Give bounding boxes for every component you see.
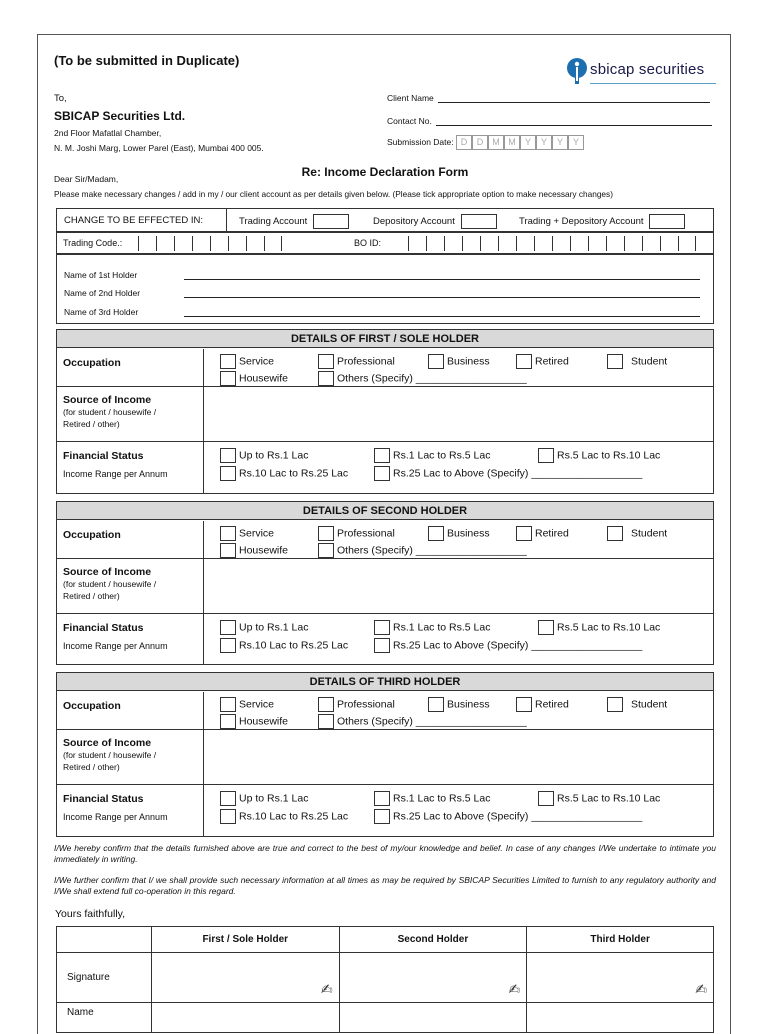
- income-range-label: Income Range per Annum: [63, 469, 168, 479]
- declaration-para-1: I/We hereby confirm that the details furnished above are true and correct to the best of my/our knowledge and belief. In case of any changes I/We undertake to intimate you immediately in writing.: [54, 843, 716, 864]
- source-of-income-field[interactable]: [205, 560, 711, 612]
- code-digit-box[interactable]: [624, 236, 642, 251]
- section-title: DETAILS OF THIRD HOLDER: [309, 676, 461, 688]
- checkbox[interactable]: [318, 697, 334, 712]
- checkbox[interactable]: [220, 448, 236, 463]
- date-box[interactable]: M: [504, 135, 520, 150]
- pen-icon: ✍: [508, 981, 521, 997]
- code-digit-box[interactable]: [264, 236, 282, 251]
- income-1-to-5-lac[interactable]: Rs.1 Lac to Rs.5 Lac: [374, 620, 490, 635]
- checkbox[interactable]: [318, 354, 334, 369]
- checkbox[interactable]: [428, 697, 444, 712]
- income-25-lac-above[interactable]: Rs.25 Lac to Above (Specify) ___________________: [374, 809, 642, 824]
- holder-2-name-field[interactable]: [184, 289, 700, 298]
- occ-business[interactable]: Business: [428, 354, 490, 369]
- col-second-holder: Second Holder: [339, 927, 527, 953]
- checkbox[interactable]: [220, 543, 236, 558]
- client-name-field[interactable]: [438, 94, 710, 103]
- checkbox[interactable]: [318, 714, 334, 729]
- code-digit-box[interactable]: [192, 236, 210, 251]
- checkbox[interactable]: [374, 620, 390, 635]
- code-digit-box[interactable]: [588, 236, 606, 251]
- occ-retired[interactable]: Retired: [516, 697, 569, 712]
- checkbox[interactable]: [220, 697, 236, 712]
- code-digit-box[interactable]: [570, 236, 588, 251]
- occ-service[interactable]: Service: [220, 697, 274, 712]
- form-page: [37, 34, 731, 1034]
- section-first-holder: [56, 329, 714, 494]
- code-digit-box[interactable]: [408, 236, 426, 251]
- code-digit-box[interactable]: [462, 236, 480, 251]
- checkbox[interactable]: [428, 354, 444, 369]
- form-title: Re: Income Declaration Form: [301, 165, 469, 179]
- source-of-income-field[interactable]: [205, 731, 711, 783]
- occupation-label: Occupation: [63, 700, 121, 712]
- code-digit-box[interactable]: [678, 236, 696, 251]
- section-title: DETAILS OF FIRST / SOLE HOLDER: [290, 333, 480, 345]
- code-digit-box[interactable]: [642, 236, 660, 251]
- trading-code-field[interactable]: [138, 236, 282, 251]
- contact-row: [387, 116, 712, 126]
- holder-1-name-field[interactable]: [184, 271, 700, 280]
- code-digit-box[interactable]: [660, 236, 678, 251]
- signature-cell-second[interactable]: [339, 953, 527, 1003]
- code-digit-box[interactable]: [210, 236, 228, 251]
- contact-field[interactable]: [436, 117, 712, 126]
- change-label: CHANGE TO BE EFFECTED IN:: [64, 215, 204, 226]
- source-note-2: Retired / other): [63, 762, 120, 772]
- client-name-label: Client Name: [387, 93, 434, 103]
- checkbox[interactable]: [374, 466, 390, 481]
- checkbox[interactable]: [220, 714, 236, 729]
- pen-icon: ✍: [320, 981, 333, 997]
- income-upto-1-lac[interactable]: Up to Rs.1 Lac: [220, 620, 308, 635]
- code-digit-box[interactable]: [534, 236, 552, 251]
- code-digit-box[interactable]: [138, 236, 156, 251]
- occ-others[interactable]: Others (Specify) ___________________: [318, 714, 527, 729]
- income-5-to-10-lac[interactable]: Rs.5 Lac to Rs.10 Lac: [538, 620, 660, 635]
- occ-professional[interactable]: Professional: [318, 354, 395, 369]
- depository-account-checkbox[interactable]: [461, 214, 497, 229]
- holder-names-box: [56, 254, 714, 324]
- sbicap-logo: [566, 57, 718, 87]
- instruction-text: Please make necessary changes / add in my / our client account as per details given below. (Please tick appropriate option to make necessary changes): [54, 189, 613, 199]
- checkbox[interactable]: [220, 638, 236, 653]
- trading-depository-checkbox[interactable]: [649, 214, 685, 229]
- closing-text: Yours faithfully,: [55, 908, 126, 920]
- option-trading-depository[interactable]: Trading + Depository Account: [519, 214, 685, 229]
- submission-date-row: [387, 135, 584, 150]
- checkbox[interactable]: [538, 791, 554, 806]
- source-of-income-field[interactable]: [205, 388, 711, 440]
- submission-date-label: Submission Date:: [387, 136, 454, 147]
- checkbox[interactable]: [220, 791, 236, 806]
- code-digit-box[interactable]: [480, 236, 498, 251]
- source-note-1: (for student / housewife /: [63, 407, 157, 417]
- date-box[interactable]: Y: [552, 135, 568, 150]
- checkbox[interactable]: [374, 809, 390, 824]
- signature-table: [56, 926, 714, 1033]
- date-box[interactable]: M: [488, 135, 504, 150]
- income-10-to-25-lac[interactable]: Rs.10 Lac to Rs.25 Lac: [220, 809, 348, 824]
- checkbox[interactable]: [220, 620, 236, 635]
- code-digit-box[interactable]: [174, 236, 192, 251]
- code-digit-box[interactable]: [552, 236, 570, 251]
- checkbox[interactable]: [428, 526, 444, 541]
- occ-others[interactable]: Others (Specify) ___________________: [318, 543, 527, 558]
- occ-student[interactable]: Student: [607, 354, 667, 369]
- checkbox[interactable]: [220, 371, 236, 386]
- checkbox[interactable]: [318, 526, 334, 541]
- section-header: [57, 502, 713, 520]
- bo-id-label: BO ID:: [354, 238, 382, 248]
- occ-student[interactable]: Student: [607, 697, 667, 712]
- occ-business[interactable]: Business: [428, 526, 490, 541]
- income-range-label: Income Range per Annum: [63, 641, 168, 651]
- contact-label: Contact No.: [387, 116, 432, 126]
- date-box[interactable]: D: [472, 135, 488, 150]
- holder-2-row: Name of 2nd Holder: [64, 288, 704, 298]
- checkbox[interactable]: [607, 697, 623, 712]
- name-cell-second[interactable]: [339, 1003, 527, 1033]
- checkbox[interactable]: [374, 791, 390, 806]
- submit-note: (To be submitted in Duplicate): [54, 53, 240, 68]
- company-name: SBICAP Securities Ltd.: [54, 109, 186, 123]
- source-note-1: (for student / housewife /: [63, 750, 157, 760]
- source-note-2: Retired / other): [63, 591, 120, 601]
- trading-code-label: Trading Code.:: [63, 238, 123, 248]
- income-range-label: Income Range per Annum: [63, 812, 168, 822]
- signature-row-label: Signature: [57, 953, 152, 1003]
- income-10-to-25-lac[interactable]: Rs.10 Lac to Rs.25 Lac: [220, 638, 348, 653]
- checkbox[interactable]: [220, 354, 236, 369]
- checkbox[interactable]: [220, 526, 236, 541]
- checkbox[interactable]: [516, 526, 532, 541]
- checkbox[interactable]: [220, 809, 236, 824]
- income-1-to-5-lac[interactable]: Rs.1 Lac to Rs.5 Lac: [374, 791, 490, 806]
- source-of-income-label: Source of Income: [63, 737, 152, 749]
- checkbox[interactable]: [607, 354, 623, 369]
- income-25-lac-above[interactable]: Rs.25 Lac to Above (Specify) ___________________: [374, 466, 642, 481]
- section-second-holder: [56, 501, 714, 665]
- source-note-2: Retired / other): [63, 419, 120, 429]
- declaration-para-2: I/We further confirm that I/ we shall provide such necessary information at all times as may be required by SBICAP Securities Limited to furnish to any regulatory authority and I/We shall extend full co-operation in this regard.: [54, 875, 716, 896]
- checkbox[interactable]: [538, 448, 554, 463]
- code-digit-box[interactable]: [156, 236, 174, 251]
- trading-account-checkbox[interactable]: [313, 214, 349, 229]
- occupation-label: Occupation: [63, 529, 121, 541]
- occ-others[interactable]: Others (Specify) ___________________: [318, 371, 527, 386]
- financial-status-label: Financial Status: [63, 793, 144, 805]
- income-5-to-10-lac[interactable]: Rs.5 Lac to Rs.10 Lac: [538, 791, 660, 806]
- checkbox[interactable]: [318, 371, 334, 386]
- income-5-to-10-lac[interactable]: Rs.5 Lac to Rs.10 Lac: [538, 448, 660, 463]
- code-digit-box[interactable]: [606, 236, 624, 251]
- source-of-income-label: Source of Income: [63, 394, 152, 406]
- signature-table-header: [57, 927, 714, 953]
- income-10-to-25-lac[interactable]: Rs.10 Lac to Rs.25 Lac: [220, 466, 348, 481]
- income-upto-1-lac[interactable]: Up to Rs.1 Lac: [220, 791, 308, 806]
- income-1-to-5-lac[interactable]: Rs.1 Lac to Rs.5 Lac: [374, 448, 490, 463]
- occ-professional[interactable]: Professional: [318, 697, 395, 712]
- occ-retired[interactable]: Retired: [516, 354, 569, 369]
- section-header: [57, 673, 713, 691]
- pen-icon: ✍: [695, 981, 707, 997]
- name-row-label: Name: [57, 1003, 152, 1033]
- checkbox[interactable]: [607, 526, 623, 541]
- source-note-1: (for student / housewife /: [63, 579, 157, 589]
- checkbox[interactable]: [516, 354, 532, 369]
- to-label: To,: [54, 93, 67, 104]
- code-digit-box[interactable]: [516, 236, 534, 251]
- occ-housewife[interactable]: Housewife: [220, 714, 288, 729]
- section-header: [57, 330, 713, 348]
- code-digit-box[interactable]: [246, 236, 264, 251]
- occupation-label: Occupation: [63, 357, 121, 369]
- checkbox[interactable]: [374, 638, 390, 653]
- section-title: DETAILS OF SECOND HOLDER: [302, 505, 468, 517]
- checkbox[interactable]: [538, 620, 554, 635]
- change-row: [56, 208, 714, 232]
- option-depository-account[interactable]: Depository Account: [373, 214, 497, 229]
- salutation: Dear Sir/Madam,: [54, 174, 119, 184]
- address-line-2: N. M. Joshi Marg, Lower Parel (East), Mumbai 400 005.: [54, 143, 264, 153]
- financial-status-label: Financial Status: [63, 622, 144, 634]
- checkbox[interactable]: [220, 466, 236, 481]
- logo-underline: [590, 83, 716, 84]
- occ-retired[interactable]: Retired: [516, 526, 569, 541]
- occ-housewife[interactable]: Housewife: [220, 543, 288, 558]
- code-digit-box[interactable]: [444, 236, 462, 251]
- code-digit-box[interactable]: [426, 236, 444, 251]
- date-box[interactable]: Y: [536, 135, 552, 150]
- logo-text: sbicap securities: [590, 61, 705, 78]
- bo-id-field[interactable]: [408, 236, 696, 251]
- name-cell-third[interactable]: [527, 1003, 714, 1033]
- occ-housewife[interactable]: Housewife: [220, 371, 288, 386]
- occ-business[interactable]: Business: [428, 697, 490, 712]
- signature-cell-third[interactable]: [527, 953, 714, 1003]
- source-of-income-label: Source of Income: [63, 566, 152, 578]
- checkbox[interactable]: [318, 543, 334, 558]
- client-name-row: [387, 93, 710, 103]
- date-box[interactable]: Y: [520, 135, 536, 150]
- occ-service[interactable]: Service: [220, 526, 274, 541]
- col-first-holder: First / Sole Holder: [151, 927, 339, 953]
- address-line-1: 2nd Floor Mafatlal Chamber,: [54, 128, 162, 138]
- signature-cell-first[interactable]: [151, 953, 339, 1003]
- logo-icon: [566, 57, 588, 85]
- date-box[interactable]: D: [456, 135, 472, 150]
- name-row: [57, 1003, 714, 1033]
- code-digit-box[interactable]: [498, 236, 516, 251]
- checkbox[interactable]: [516, 697, 532, 712]
- code-row: [56, 232, 714, 254]
- option-trading-account[interactable]: Trading Account: [239, 214, 349, 229]
- checkbox[interactable]: [374, 448, 390, 463]
- code-digit-box[interactable]: [228, 236, 246, 251]
- occ-professional[interactable]: Professional: [318, 526, 395, 541]
- holder-3-row: Name of 3rd Holder: [64, 307, 704, 317]
- name-cell-first[interactable]: [151, 1003, 339, 1033]
- col-third-holder: Third Holder: [527, 927, 714, 953]
- income-25-lac-above[interactable]: Rs.25 Lac to Above (Specify) ___________________: [374, 638, 642, 653]
- section-third-holder: [56, 672, 714, 837]
- holder-1-row: Name of 1st Holder: [64, 270, 704, 280]
- income-upto-1-lac[interactable]: Up to Rs.1 Lac: [220, 448, 308, 463]
- occ-student[interactable]: Student: [607, 526, 667, 541]
- occ-service[interactable]: Service: [220, 354, 274, 369]
- financial-status-label: Financial Status: [63, 450, 144, 462]
- submission-date-boxes[interactable]: [456, 137, 584, 147]
- holder-3-name-field[interactable]: [184, 308, 700, 317]
- signature-row: [57, 953, 714, 1003]
- date-box[interactable]: Y: [568, 135, 584, 150]
